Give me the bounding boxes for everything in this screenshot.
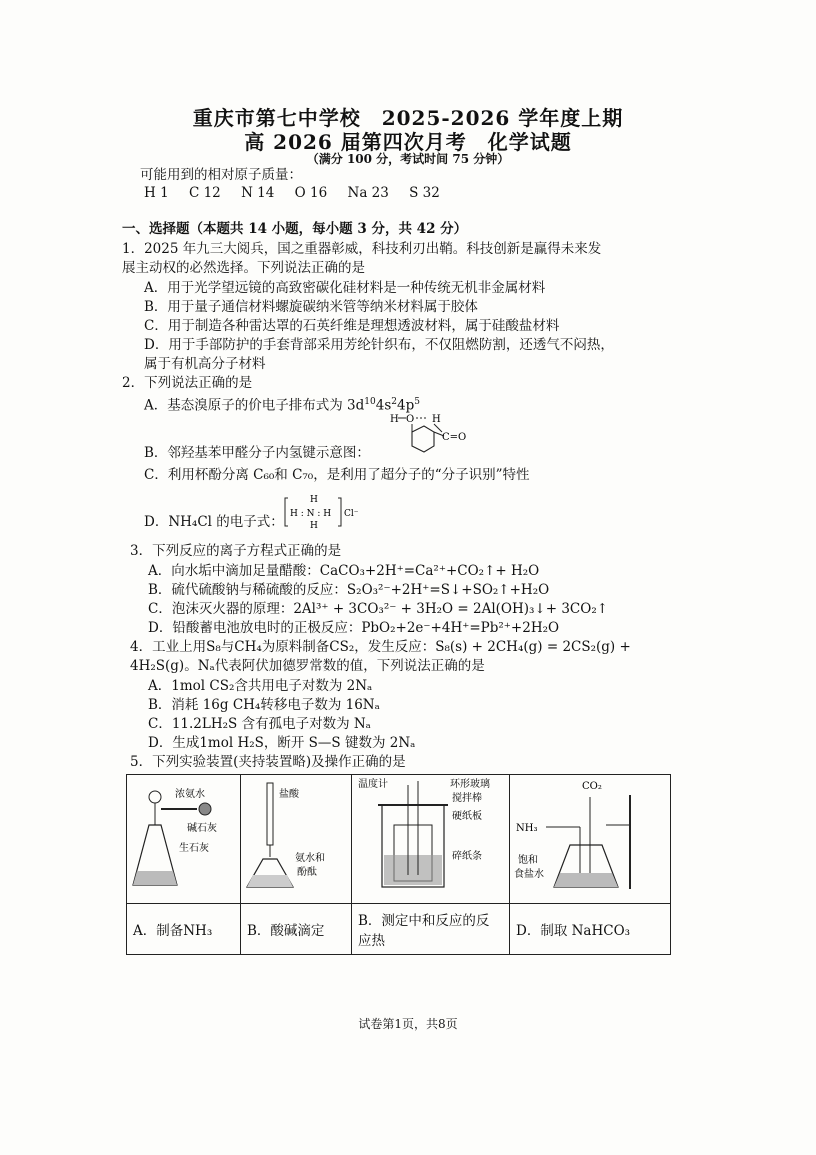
calorimeter-diagram: [352, 775, 509, 899]
orbital-4p: 4p: [397, 397, 415, 414]
q4-option-a: A．1mol CS₂含共用电子对数为 2Nₐ: [148, 678, 373, 694]
q5-stem: 5．下列实验装置(夹持装置略)及操作正确的是: [130, 754, 406, 770]
atomic-mass-label: 可能用到的相对原子质量：: [140, 167, 302, 183]
q1-option-c: C．用于制造各种雷达罩的石英纤维是理想透波材料，属于硅酸盐材料: [144, 318, 560, 334]
q2-option-c: C．利用杯酚分离 C₆₀和 C₇₀，是利用了超分子的“分子识别”特性: [144, 467, 530, 483]
panel-c-caption-line1: B．测定中和反应的反: [358, 913, 490, 929]
diagram-h: H: [390, 414, 399, 425]
label-conc-ammonia: 浓氨水: [175, 789, 205, 800]
label-phenolphthalein: 酚酞: [297, 867, 317, 878]
panel-c-caption: [352, 904, 510, 955]
q4-option-b: B．消耗 16g CH₄转移电子数为 16Nₐ: [148, 697, 380, 713]
atomic-mass-o: O 16: [294, 185, 328, 201]
panel-a-figure: [127, 775, 241, 904]
formula-cl: Cl⁻: [344, 509, 359, 519]
label-paper-scraps: 碎纸条: [452, 851, 482, 862]
label-ring-glass: 环形玻璃: [450, 779, 490, 790]
q1-stem-line1: 1．2025 年九三大阅兵，国之重器彰威，科技利刃出鞘。科技创新是赢得未来发: [122, 241, 602, 257]
atomic-mass-s: S 32: [409, 185, 440, 201]
formula-h-top: H: [310, 495, 318, 505]
label-stirrer: 搅拌棒: [452, 793, 482, 804]
orbital-4s: 4s: [375, 397, 392, 414]
atomic-mass-list: [144, 184, 456, 202]
apparatus-table: [126, 774, 671, 955]
label-saturated: 饱和: [518, 855, 538, 866]
panel-d-caption: D．制取 NaHCO₃: [510, 904, 671, 955]
q4-option-c: C．11.2LH₂S 含有孤电子对数为 Nₐ: [148, 716, 371, 732]
q3-option-b: B．硫代硫酸钠与稀硫酸的反应：S₂O₃²⁻+2H⁺=S↓+SO₂↑+H₂O: [148, 582, 550, 598]
panel-b-caption: B．酸碱滴定: [241, 904, 352, 955]
sup-10: 10: [364, 397, 376, 407]
hydrogen-bond-diagram: [388, 410, 468, 470]
label-co2: CO₂: [582, 781, 602, 792]
q1-option-d-line1: D．用于手部防护的手套背部采用芳纶针织布，不仅阻燃防割，还透气不闷热，: [144, 337, 614, 353]
exam-title-line1: 重庆市第七中学校 2025-2026 学年度上期: [192, 106, 624, 130]
q4-stem-line2: 4H₂S(g)。Nₐ代表阿伏加德罗常数的值，下列说法正确的是: [130, 658, 485, 674]
label-hcl: 盐酸: [279, 789, 299, 800]
formula-hnh: H : N : H: [290, 509, 332, 519]
q2-option-b: B．邻羟基苯甲醛分子内氢键示意图：: [144, 445, 370, 461]
q2-option-a: [144, 393, 420, 415]
panel-c-figure: [352, 775, 510, 904]
q3-option-d: D．铅酸蓄电池放电时的正极反应：PbO₂+2e⁻+4H⁺=Pb²⁺+2H₂O: [148, 620, 560, 636]
nh4cl-electron-formula: [284, 492, 364, 532]
diagram-h2: H: [432, 414, 441, 425]
section-heading: 一、选择题（本题共 14 小题，每小题 3 分，共 42 分）: [122, 221, 468, 237]
ammonia-generator-diagram: [127, 775, 240, 899]
diagram-co: C=O: [442, 432, 467, 443]
q1-option-d-line2: 属于有机高分子材料: [144, 356, 266, 372]
exam-subtitle: （满分 100 分，考试时间 75 分钟）: [306, 152, 510, 166]
label-thermometer: 温度计: [358, 779, 388, 790]
q3-option-c: C．泡沫灭火器的原理：2Al³⁺ + 3CO₃²⁻ + 3H₂O = 2Al(OH)₃↓+ 3CO₂↑: [148, 601, 609, 617]
label-nh3: NH₃: [516, 823, 538, 834]
atomic-mass-n: N 14: [241, 185, 275, 201]
panel-c-caption-line2: 应热: [358, 933, 385, 949]
formula-h-bottom: H: [310, 521, 318, 531]
atomic-mass-na: Na 23: [347, 185, 389, 201]
nahco3-diagram: [510, 775, 670, 899]
exam-title-line2: 高 2026 届第四次月考 化学试题: [244, 130, 572, 154]
label-cardboard: 硬纸板: [452, 811, 482, 822]
sup-5: 5: [414, 397, 420, 407]
q1-option-a: A．用于光学望远镜的高致密碳化硅材料是一种传统无机非金属材料: [144, 280, 546, 296]
panel-a-caption: A．制备NH₃: [127, 904, 241, 955]
q4-option-d: D．生成1mol H₂S，断开 S—S 键数为 2Nₐ: [148, 735, 416, 751]
label-ammonia-and: 氨水和: [295, 853, 325, 864]
sup-2: 2: [391, 397, 397, 407]
q4-stem-line1: 4．工业上用S₈与CH₄为原料制备CS₂，发生反应：S₈(s) + 2CH₄(g) = 2CS₂(g) +: [130, 639, 631, 655]
q3-option-a: A．向水垢中滴加足量醋酸：CaCO₃+2H⁺=Ca²⁺+CO₂↑+ H₂O: [148, 563, 540, 579]
page-footer: 试卷第1页，共8页: [358, 1017, 458, 1031]
atomic-mass-h: H 1: [144, 185, 169, 201]
q1-stem-line2: 展主动权的必然选择。下列说法正确的是: [122, 260, 365, 276]
label-soda-lime: 碱石灰: [187, 823, 217, 834]
q2-option-d: D．NH₄Cl 的电子式：: [144, 514, 284, 530]
q2-option-a-text: A．基态溴原子的价电子排布式为 3d: [144, 397, 365, 414]
panel-b-figure: [241, 775, 352, 904]
label-quicklime: 生石灰: [179, 843, 209, 854]
diagram-o: O: [406, 414, 415, 425]
q3-stem: 3．下列反应的离子方程式正确的是: [130, 543, 342, 559]
titration-diagram: [241, 775, 351, 899]
atomic-mass-c: C 12: [188, 185, 221, 201]
panel-d-figure: [510, 775, 671, 904]
q1-option-b: B．用于量子通信材料螺旋碳纳米管等纳米材料属于胶体: [144, 299, 478, 315]
label-brine: 食盐水: [514, 869, 544, 880]
q2-stem: 2．下列说法正确的是: [122, 375, 253, 391]
